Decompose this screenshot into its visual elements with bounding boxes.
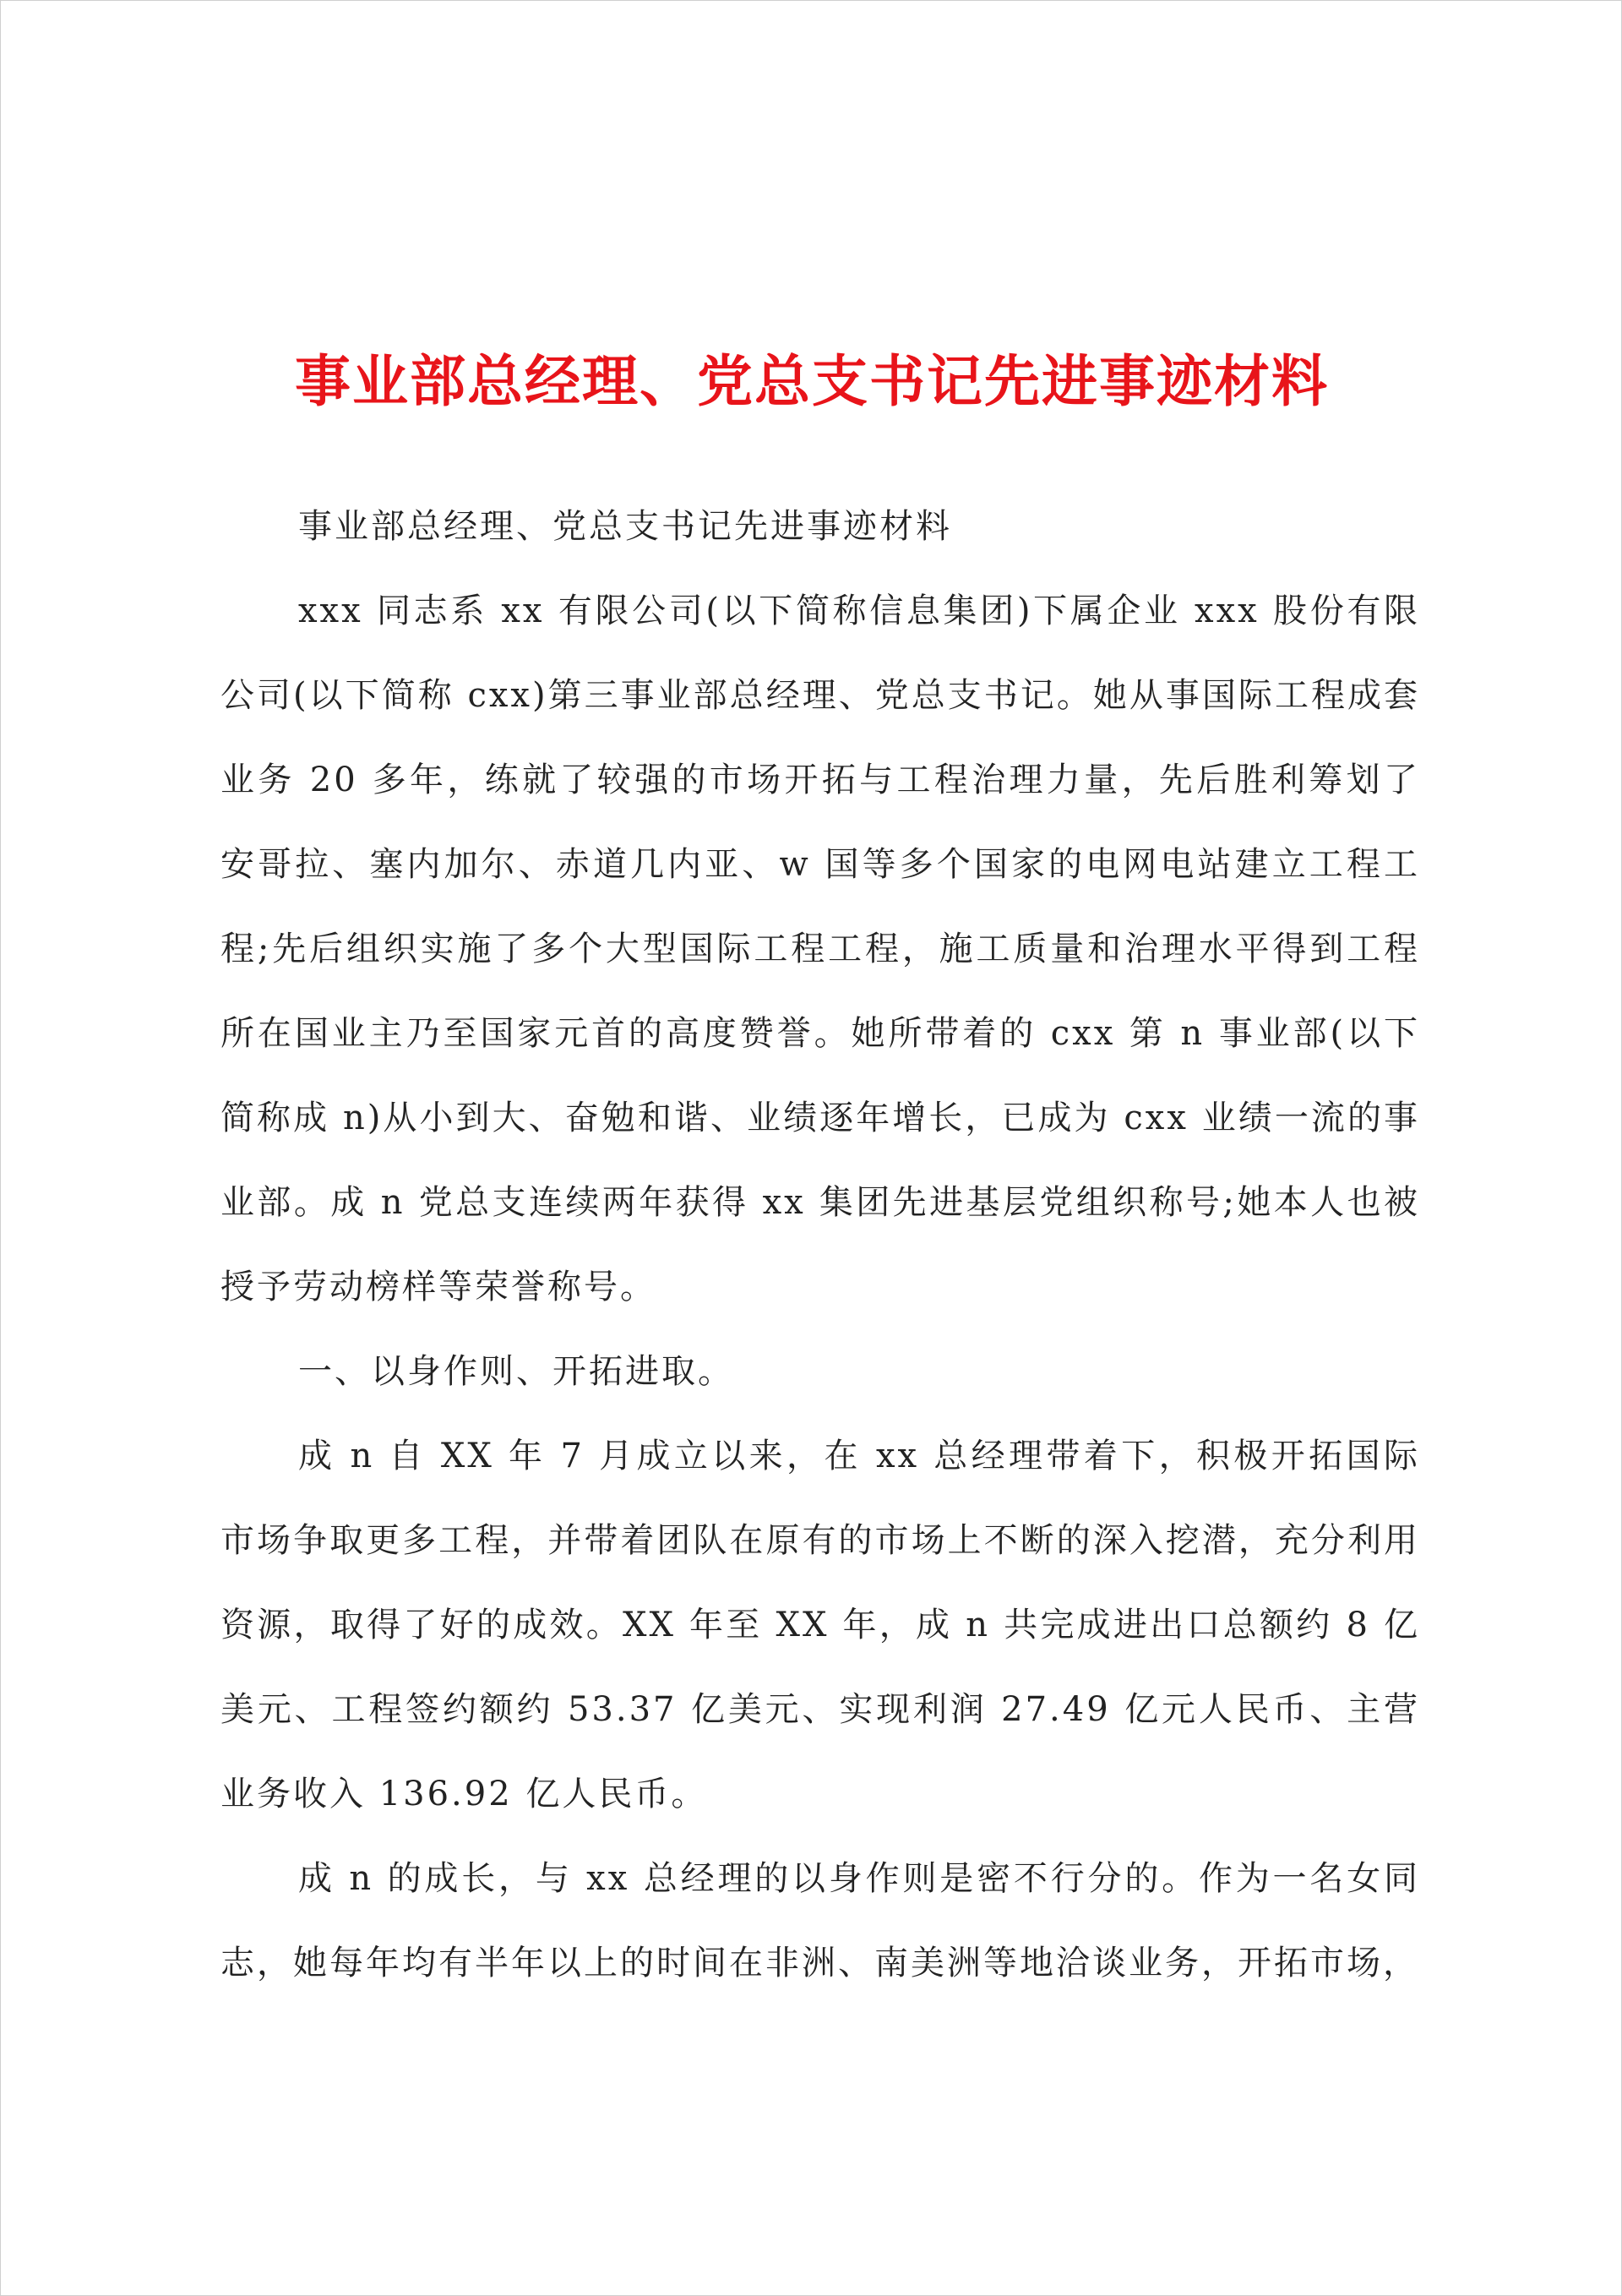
paragraph-intro: xxx 同志系 xx 有限公司(以下简称信息集团)下属企业 xxx 股份有限公司(以下简称 cxx)第三事业部总经理、党总支书记。她从事国际工程成套业务 20 多年，练就了较强的市场开拓与工程治理力量，先后胜利筹划了安哥拉、塞内加尔、赤道几内亚、w 国等多个国家的电网电站建立工程工程;先后组织实施了多个大型国际工程工程，施工质量和治理水平得到工程所在国业主乃至国家元首的高度赞誉。她所带着的 cxx 第 n 事业部(以下简称成 n)从小到大、奋勉和谐、业绩逐年增长，已成为 cxx 业绩一流的事业部。成 n 党总支连续两年获得 xx 集团先进基层党组织称号;她本人也被授予劳动榜样等荣誉称号。: [220, 592, 1420, 1306]
paragraph-subtitle: 事业部总经理、党总支书记先进事迹材料: [298, 507, 952, 546]
section-heading-1: 一、以身作则、开拓进取。: [298, 1352, 734, 1391]
document-body: [220, 484, 1420, 2005]
paragraph-leadership: 成 n 的成长，与 xx 总经理的以身作则是密不行分的。作为一名女同志，她每年均有半年以上的时间在非洲、南美洲等地洽谈业务，开拓市场，: [220, 1859, 1420, 1982]
document-title: 事业部总经理、党总支书记先进事迹材料: [295, 348, 1329, 414]
paragraph-achievements: 成 n 自 XX 年 7 月成立以来，在 xx 总经理带着下，积极开拓国际市场争取更多工程，并带着团队在原有的市场上不断的深入挖潜，充分利用资源，取得了好的成效。XX 年至 XX 年，成 n 共完成进出口总额约 8 亿美元、工程签约额约 53.37 亿美元、实现利润 27.49 亿元人民币、主营业务收入 136.92 亿人民币。: [220, 1437, 1420, 1813]
